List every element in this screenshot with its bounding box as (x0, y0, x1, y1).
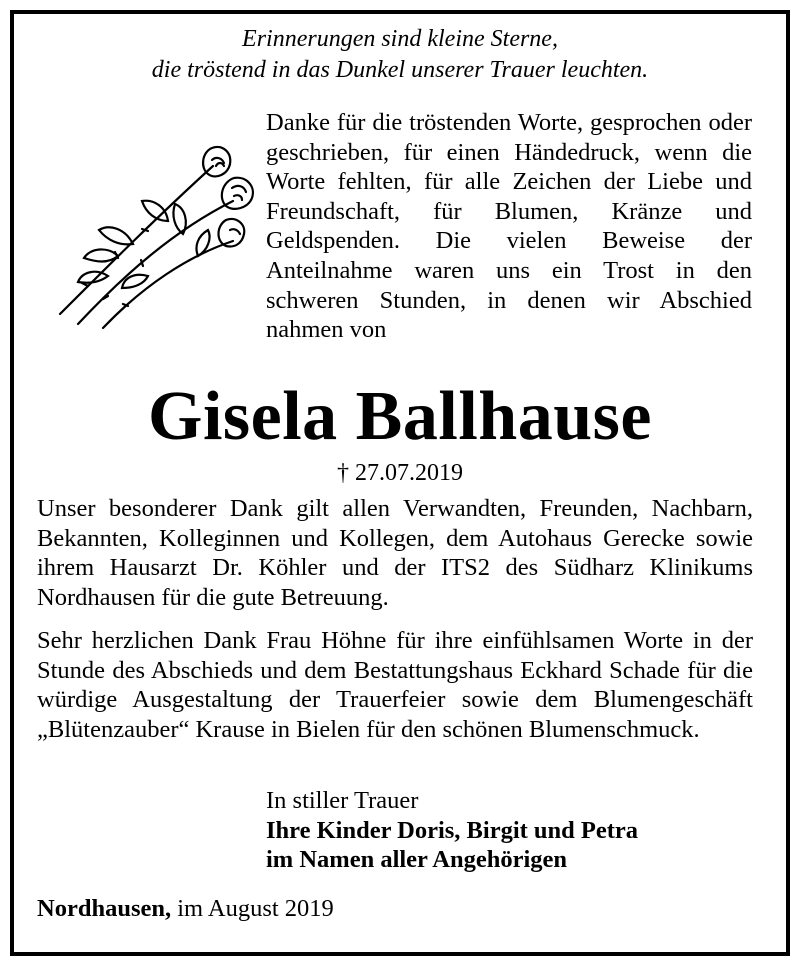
signature-line-2: im Namen aller Angehörigen (266, 846, 568, 874)
place-date (37, 894, 334, 924)
quote-line-2: die tröstend in das Dunkel unserer Trauer leuchten. (151, 57, 649, 83)
signature-block (266, 786, 638, 875)
quote-line-1: Erinnerungen sind kleine Sterne, (242, 26, 558, 52)
signature-intro: In stiller Trauer (266, 787, 419, 814)
place-date-text: im August 2019 (171, 895, 334, 922)
signature-line-1: Ihre Kinder Doris, Birgit und Petra (266, 816, 639, 844)
memorial-quote (0, 24, 800, 86)
death-date: † 27.07.2019 (337, 460, 463, 486)
deceased-name: Gisela Ballhause (148, 378, 652, 455)
roses-icon (48, 136, 268, 336)
thanks-paragraph-2: Sehr herzlichen Dank Frau Höhne für ihre einfühlsamen Worte in der Stunde des Abschieds und dem Bestattungshaus Eckhard Schade für die würdige Ausgestaltung der Trauerfeier sowie dem Blumengeschäft „Blütenzauber“ Krause in Bielen für den schönen Blumenschmuck. (37, 627, 753, 743)
intro-text: Danke für die tröstenden Worte, gesprochen oder geschrieben, für einen Händedruck, wenn die Worte fehlten, für alle Zeichen der Liebe und Freundschaft, für Blumen, Kränze und Geldspenden. Die vielen Beweise der Anteilnahme waren uns ein Trost in den schweren Stunden, in denen wir Abschied nahmen von (266, 109, 752, 344)
place-city: Nordhausen, (37, 895, 172, 922)
thanks-paragraph-1: Unser besonderer Dank gilt allen Verwandten, Freunden, Nachbarn, Bekannten, Kolleginnen und Kollegen, dem Autohaus Gerecke sowie ihrem Hausarzt Dr. Köhler und der ITS2 des Südharz Klinikums Nordhausen für die gute Betreuung. (37, 495, 753, 611)
